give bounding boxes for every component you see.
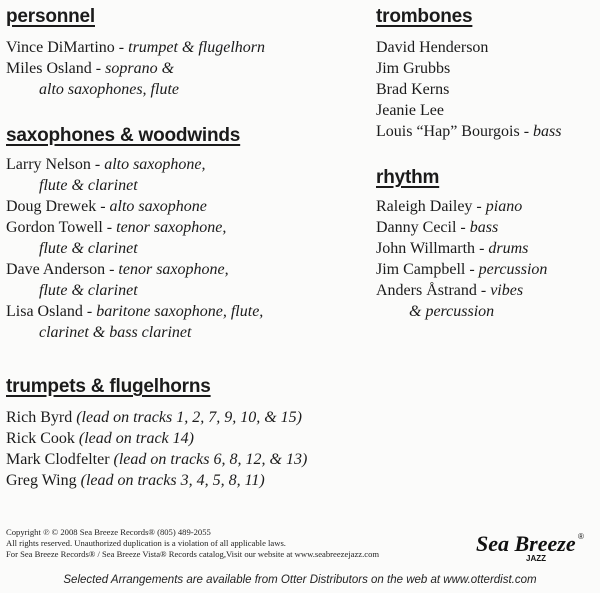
musician-role-continued: & percussion xyxy=(409,303,495,320)
musician-name: Miles Osland xyxy=(6,60,92,77)
musician-entry xyxy=(6,407,366,428)
entry-list xyxy=(376,37,596,142)
musician-entry xyxy=(6,470,366,491)
entry-list xyxy=(376,196,596,322)
musician-name: Anders Åstrand xyxy=(376,282,477,299)
section-heading: trombones xyxy=(376,6,473,27)
musician-name: John Willmarth xyxy=(376,240,476,257)
musician-role: - baritone saxophone, flute, xyxy=(82,303,264,320)
musician-role: - soprano & xyxy=(91,60,175,77)
musician-role-continued: clarinet & bass clarinet xyxy=(39,324,192,341)
musician-role: - piano xyxy=(472,198,523,215)
musician-name: Jim Grubbs xyxy=(376,60,451,77)
section-personnel xyxy=(6,5,366,100)
musician-role: (lead on tracks 6, 8, 12, & 13) xyxy=(109,451,308,468)
section-trombones xyxy=(376,5,596,142)
sea-breeze-logo xyxy=(474,528,586,564)
musician-entry xyxy=(376,238,596,259)
musician-name: Rich Byrd xyxy=(6,409,73,426)
logo-wordmark: Sea Breeze xyxy=(476,531,576,556)
musician-entry xyxy=(376,58,596,79)
logo-subtitle: JAZZ xyxy=(526,554,546,563)
musician-entry xyxy=(6,37,366,58)
musician-entry xyxy=(6,301,366,343)
rights-text: All rights reserved. Unauthorized duplication is a violation of all applicable laws. xyxy=(6,538,286,548)
musician-name: Vince DiMartino xyxy=(6,39,115,56)
musician-role: (lead on track 14) xyxy=(74,430,194,447)
logo-icon xyxy=(474,528,586,564)
entry-list xyxy=(6,407,366,491)
section-heading: saxophones & woodwinds xyxy=(6,125,241,146)
musician-name: Brad Kerns xyxy=(376,81,450,98)
section-heading: trumpets & flugelhorns xyxy=(6,376,211,397)
musician-name: Danny Cecil xyxy=(376,219,457,236)
musician-entry xyxy=(376,280,596,322)
musician-name: Jim Campbell xyxy=(376,261,466,278)
musician-entry xyxy=(376,259,596,280)
catalog-text: For Sea Breeze Records® / Sea Breeze Vista® Records catalog,Visit our website at www.seabreezejazz.com xyxy=(6,549,380,559)
musician-role-continued: flute & clarinet xyxy=(39,177,138,194)
musician-name: Gordon Towell xyxy=(6,219,103,236)
musician-name: Larry Nelson xyxy=(6,156,91,173)
musician-entry xyxy=(6,449,366,470)
musician-role-continued: flute & clarinet xyxy=(39,282,138,299)
musician-entry xyxy=(376,37,596,58)
musician-entry xyxy=(6,196,366,217)
musician-entry xyxy=(6,217,366,259)
section-heading: personnel xyxy=(6,6,95,27)
musician-entry xyxy=(6,154,366,196)
musician-role-continued: alto saxophones, flute xyxy=(39,81,179,98)
musician-role: - trumpet & flugelhorn xyxy=(114,39,266,56)
musician-role: - percussion xyxy=(465,261,548,278)
musician-name: Raleigh Dailey xyxy=(376,198,473,215)
musician-role: - vibes xyxy=(476,282,524,299)
musician-role: - tenor saxophone, xyxy=(102,219,227,236)
musician-name: Jeanie Lee xyxy=(376,102,444,119)
musician-entry xyxy=(376,121,596,142)
musician-role: (lead on tracks 1, 2, 7, 9, 10, & 15) xyxy=(72,409,302,426)
section-rhythm xyxy=(376,166,596,322)
musician-role: - bass xyxy=(519,123,562,140)
musician-name: Louis “Hap” Bourgois xyxy=(376,123,520,140)
musician-role: - tenor saxophone, xyxy=(105,261,229,278)
musician-name: Doug Drewek xyxy=(6,198,97,215)
musician-entry xyxy=(6,259,366,301)
musician-role: - alto saxophone, xyxy=(90,156,206,173)
musician-role: - bass xyxy=(456,219,499,236)
musician-role-continued: flute & clarinet xyxy=(39,240,138,257)
logo-registered-mark: ® xyxy=(578,532,584,541)
distributor-note: Selected Arrangements are available from Otter Distributors on the web at www.otterdist.com xyxy=(63,574,537,586)
musician-entry xyxy=(376,196,596,217)
section-heading: rhythm xyxy=(376,167,440,188)
musician-entry xyxy=(376,100,596,121)
entry-list xyxy=(6,37,366,100)
entry-list xyxy=(6,154,366,343)
musician-role: (lead on tracks 3, 4, 5, 8, 11) xyxy=(76,472,265,489)
musician-name: Dave Anderson xyxy=(6,261,106,278)
musician-name: Rick Cook xyxy=(6,430,75,447)
musician-name: Lisa Osland xyxy=(6,303,83,320)
musician-entry xyxy=(6,58,366,100)
section-saxophones xyxy=(6,124,366,343)
musician-entry xyxy=(376,79,596,100)
musician-name: Mark Clodfelter xyxy=(6,451,110,468)
section-trumpets xyxy=(6,375,366,491)
musician-name: Greg Wing xyxy=(6,472,77,489)
musician-role: - alto saxophone xyxy=(96,198,207,215)
musician-entry xyxy=(6,428,366,449)
musician-role: - drums xyxy=(475,240,529,257)
musician-entry xyxy=(376,217,596,238)
copyright-text: Copyright ℗ © 2008 Sea Breeze Records® (805) 489-2055 xyxy=(6,527,211,537)
musician-name: David Henderson xyxy=(376,39,489,56)
